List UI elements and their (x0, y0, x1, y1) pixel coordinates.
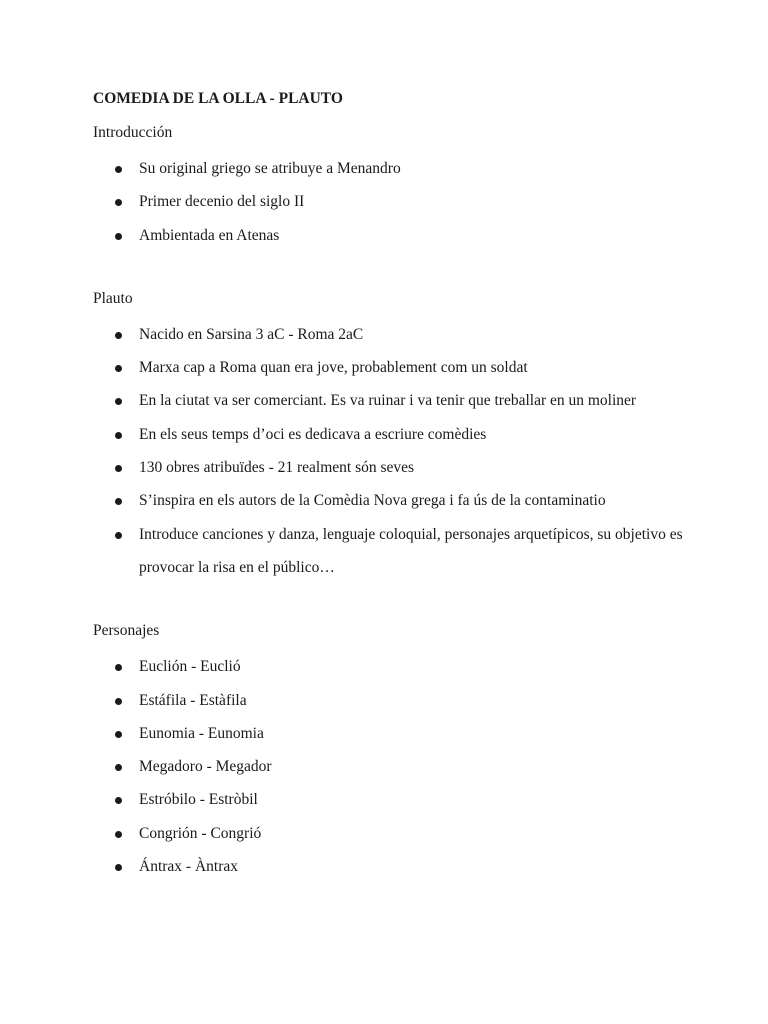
list-item (93, 318, 693, 351)
bullet-icon (115, 764, 122, 771)
bullet-icon (115, 797, 122, 804)
bullet-list-introduccion (93, 152, 693, 252)
document-title: COMEDIA DE LA OLLA - PLAUTO (93, 90, 343, 107)
bullet-icon (115, 398, 122, 405)
list-item-text: Congrión - Congrió (139, 824, 262, 842)
list-item (93, 418, 693, 451)
list-item-text: Estáfila - Estàfila (139, 691, 247, 709)
bullet-icon (115, 233, 122, 240)
list-item-text: En la ciutat va ser comerciant. Es va ruinar i va tenir que treballar en un moliner (139, 392, 637, 410)
list-item (93, 219, 693, 252)
bullet-list-personajes (93, 650, 693, 883)
section-spacer (93, 252, 693, 285)
list-item (93, 650, 693, 683)
list-item-text: S’inspira en els autors de la Comèdia Nova grega i fa ús de la contaminatio (139, 492, 606, 510)
list-item (93, 817, 693, 850)
document-page (93, 86, 693, 883)
bullet-list-plauto (93, 318, 693, 584)
list-item-text: Eunomia - Eunomia (139, 724, 264, 742)
bullet-icon (115, 532, 122, 539)
list-item (93, 185, 693, 218)
bullet-icon (115, 664, 122, 671)
section-heading-plauto: Plauto (93, 289, 133, 307)
bullet-icon (115, 465, 122, 472)
list-item-text: 130 obres atribuïdes - 21 realment són seves (139, 459, 415, 477)
list-item (93, 152, 693, 185)
list-item-text: Estróbilo - Estròbil (139, 791, 258, 809)
list-item-text: Euclión - Euclió (139, 658, 241, 676)
list-item (93, 484, 693, 517)
bullet-icon (115, 332, 122, 339)
bullet-icon (115, 831, 122, 838)
bullet-icon (115, 199, 122, 206)
list-item-text: Primer decenio del siglo II (139, 193, 305, 211)
bullet-icon (115, 365, 122, 372)
list-item-text: Ambientada en Atenas (139, 226, 280, 244)
list-item-text: En els seus temps d’oci es dedicava a escriure comèdies (139, 425, 487, 443)
list-item (93, 451, 693, 484)
list-item-text: Su original griego se atribuye a Menandro (139, 160, 401, 177)
bullet-icon (115, 864, 122, 871)
list-item-text: Introduce canciones y danza, lenguaje coloquial, personajes arquetípicos, su objetivo es provocar la risa en el público… (139, 525, 683, 576)
list-item-text: Megadoro - Megador (139, 758, 272, 776)
list-item (93, 518, 693, 585)
list-item-text: Marxa cap a Roma quan era jove, probablement com un soldat (139, 359, 528, 377)
list-item-text: Nacido en Sarsina 3 aC - Roma 2aC (139, 325, 364, 343)
list-item-text: Ántrax - Àntrax (139, 858, 238, 876)
list-item (93, 717, 693, 750)
list-item (93, 384, 693, 417)
bullet-icon (115, 731, 122, 738)
bullet-icon (115, 498, 122, 505)
list-item (93, 783, 693, 816)
bullet-icon (115, 698, 122, 705)
list-item (93, 684, 693, 717)
list-item (93, 351, 693, 384)
bullet-icon (115, 166, 122, 173)
list-item (93, 750, 693, 783)
section-heading-introduccion: Introducción (93, 124, 173, 141)
section-spacer (93, 584, 693, 617)
list-item (93, 850, 693, 883)
section-heading-personajes: Personajes (93, 622, 160, 640)
bullet-icon (115, 432, 122, 439)
